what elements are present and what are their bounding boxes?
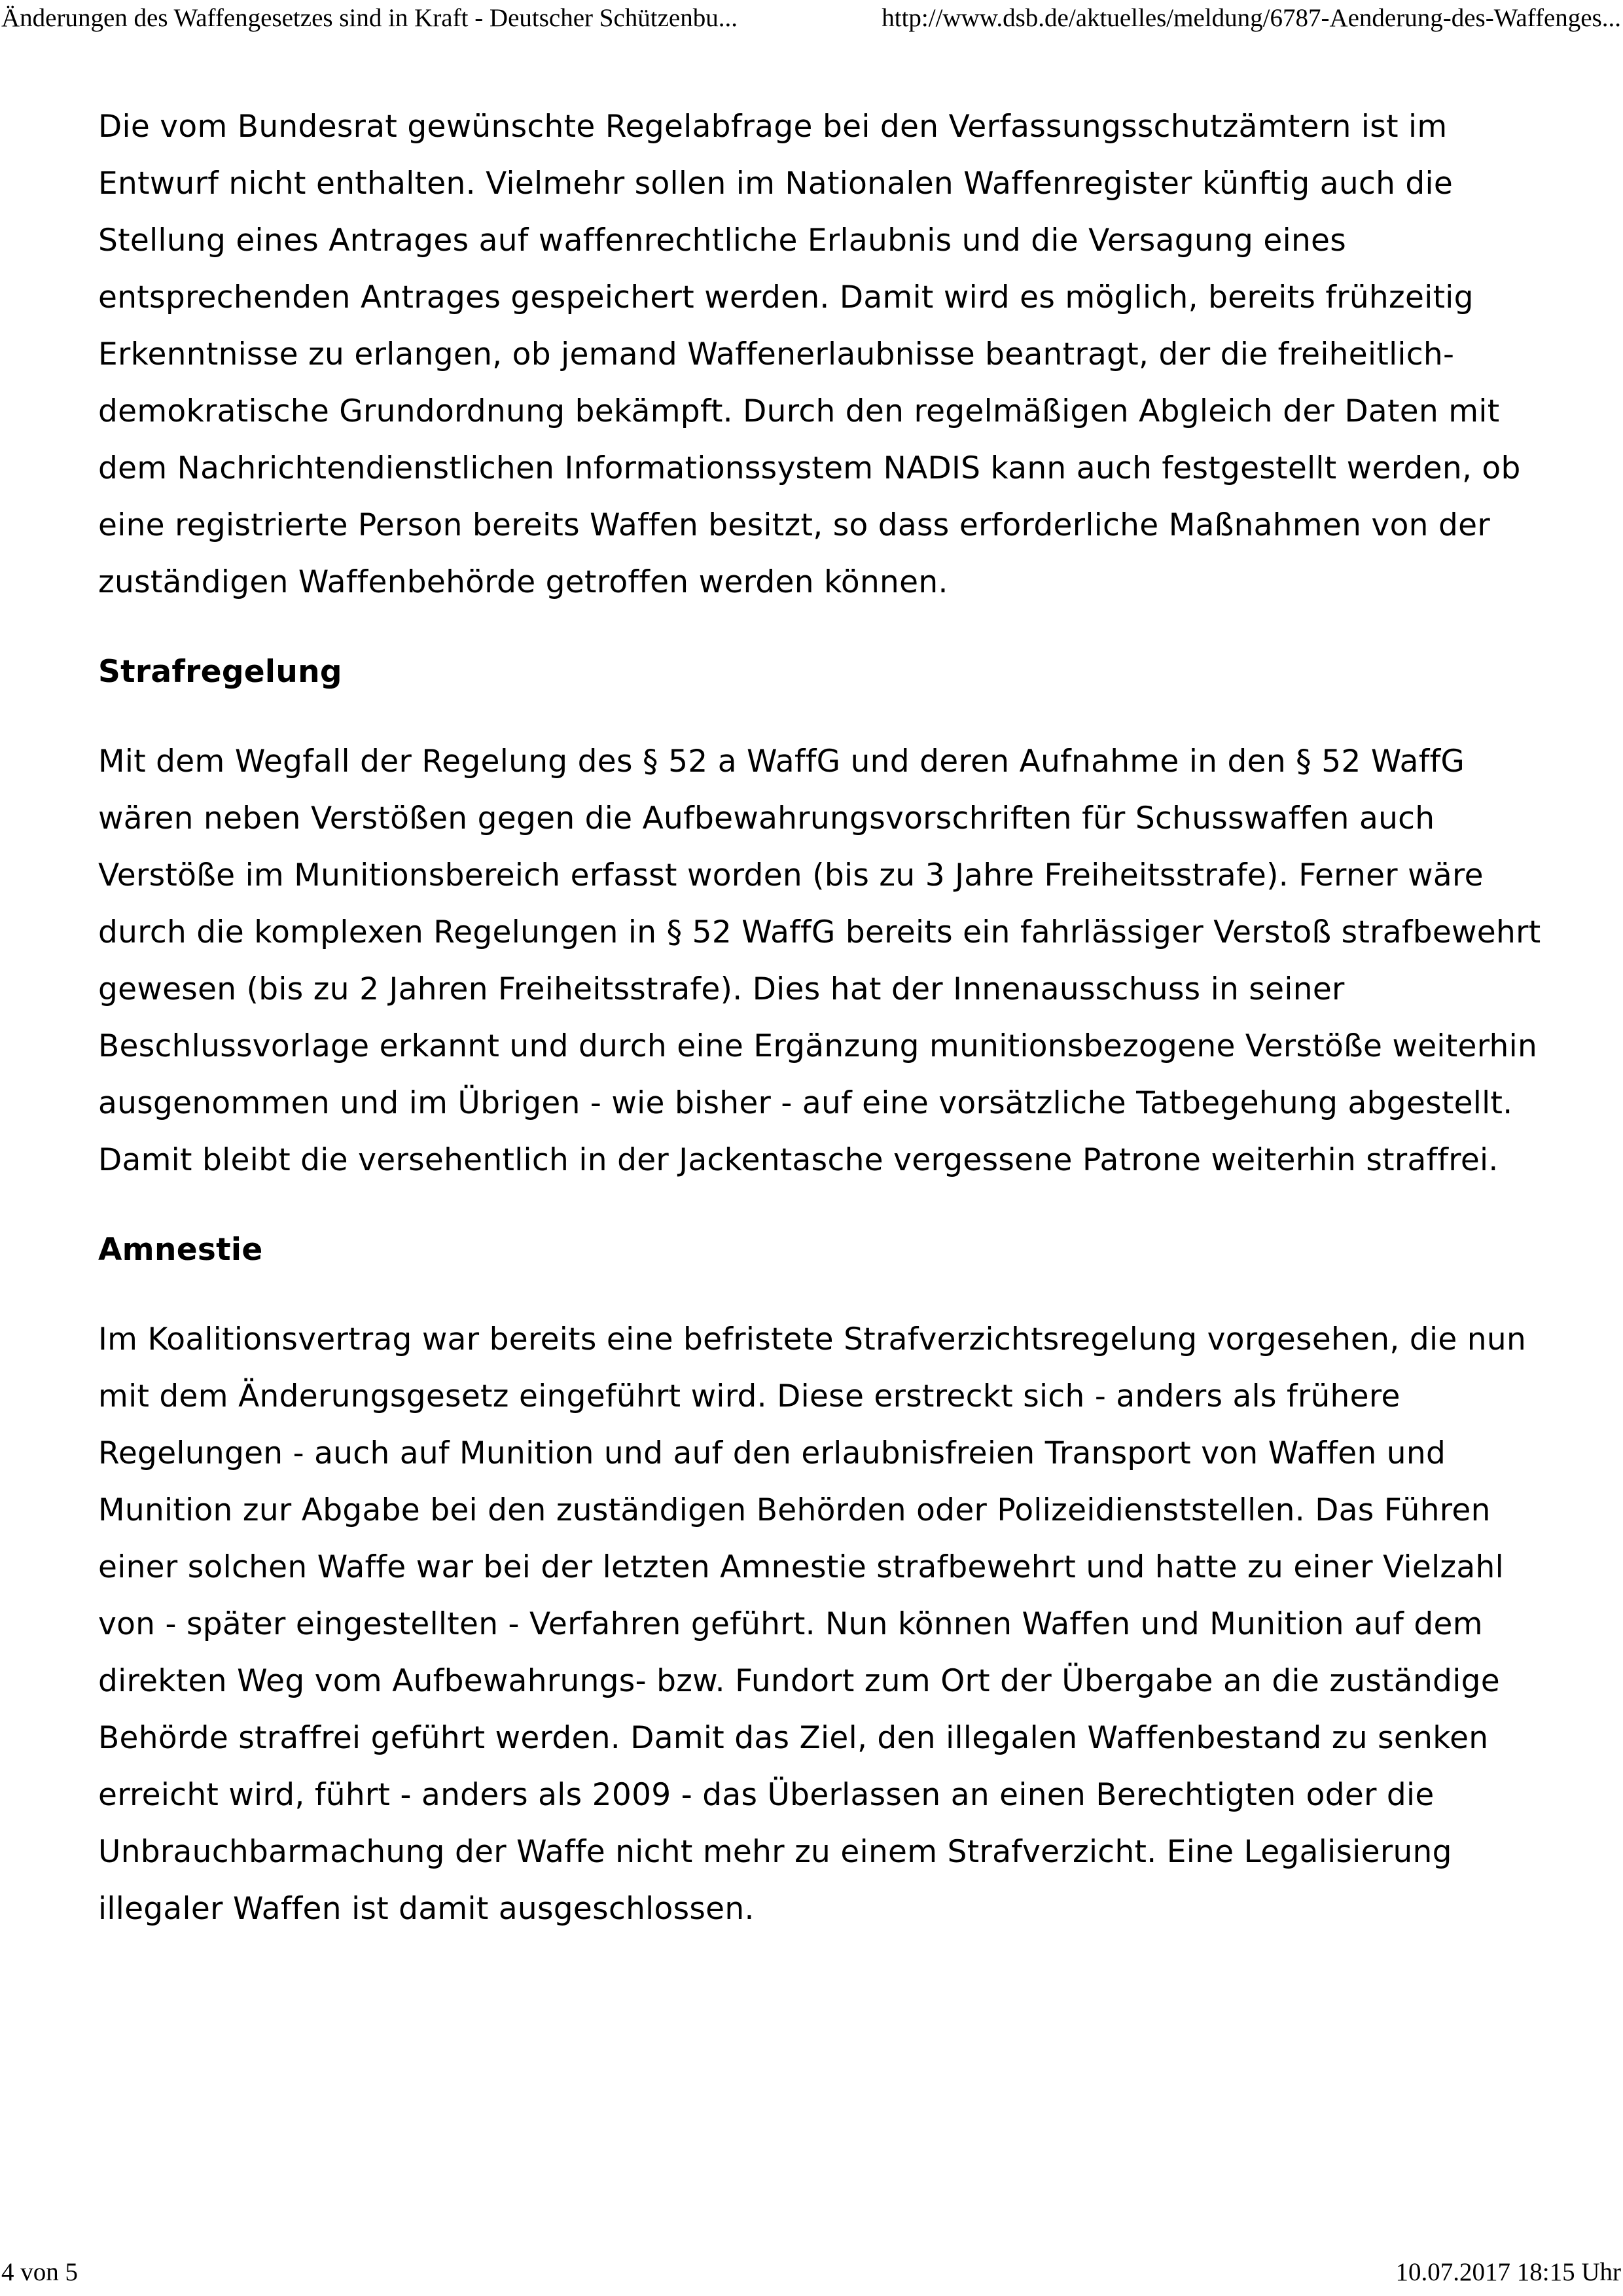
section-heading-amnestie: Amnestie bbox=[98, 1232, 263, 1268]
print-header-title: Änderungen des Waffengesetzes sind in Kraft - Deutscher Schützenbu... bbox=[1, 4, 738, 32]
intro-paragraph: Die vom Bundesrat gewünschte Regelabfrage bei den Verfassungsschutzämtern ist im Entwurf nicht enthalten. Vielmehr sollen im Nationalen Waffenregister künftig auch die Stellung eines Antrages auf waffenrechtliche Erlaubnis und die Versagung eines entsprechenden Antrages gespeichert werden. Damit wird es möglich, bereits frühzeitig Erkenntnisse zu erlangen, ob jemand Waffenerlaubnisse beantragt, der die freiheitlich-demokratische Grundordnung bekämpft. Durch den regelmäßigen Abgleich der Daten mit dem Nachrichtendienstlichen Informationssystem NADIS kann auch festgestellt werden, ob eine registrierte Person bereits Waffen besitzt, so dass erforderliche Maßnahmen von der zuständigen Waffenbehörde getroffen werden können. bbox=[98, 109, 1521, 600]
section-heading-strafregelung: Strafregelung bbox=[98, 654, 342, 690]
section-paragraph-amnestie: Im Koalitionsvertrag war bereits eine befristete Strafverzichtsregelung vorgesehen, die nun mit dem Änderungsgesetz eingeführt wird. Diese erstreckt sich - anders als frühere Regelungen - auch auf Munition und auf den erlaubnisfreien Transport von Waffen und Munition zur Abgabe bei den zuständigen Behörden oder Polizeidienststellen. Das Führen einer solchen Waffe war bei der letzten Amnestie strafbewehrt und hatte zu einer Vielzahl von - später eingestellten - Verfahren geführt. Nun können Waffen und Munition auf dem direkten Weg vom Aufbewahrungs- bzw. Fundort zum Ort der Übergabe an die zuständige Behörde straffrei geführt werden. Damit das Ziel, den illegalen Waffenbestand zu senken erreicht wird, führt - anders als 2009 - das Überlassen an einen Berechtigten oder die Unbrauchbarmachung der Waffe nicht mehr zu einem Strafverzicht. Eine Legalisierung illegaler Waffen ist damit ausgeschlossen. bbox=[98, 1321, 1527, 1927]
section-paragraph-strafregelung: Mit dem Wegfall der Regelung des § 52 a WaffG und deren Aufnahme in den § 52 WaffG wären neben Verstößen gegen die Aufbewahrungsvorschriften für Schusswaffen auch Verstöße im Munitionsbereich erfasst worden (bis zu 3 Jahre Freiheitsstrafe). Ferner wäre durch die komplexen Regelungen in § 52 WaffG bereits ein fahrlässiger Verstoß strafbewehrt gewesen (bis zu 2 Jahren Freiheitsstrafe). Dies hat der Innenausschuss in seiner Beschlussvorlage erkannt und durch eine Ergänzung munitionsbezogene Verstöße weiterhin ausgenommen und im Übrigen - wie bisher - auf eine vorsätzliche Tatbegehung abgestellt. Damit bleibt die versehentlich in der Jackentasche vergessene Patrone weiterhin straffrei. bbox=[98, 744, 1541, 1178]
print-header-url: http://www.dsb.de/aktuelles/meldung/6787-Aenderung-des-Waffenges... bbox=[882, 4, 1621, 32]
print-footer-page-number: 4 von 5 bbox=[1, 2258, 78, 2286]
article-body bbox=[98, 98, 1544, 1937]
print-footer-timestamp: 10.07.2017 18:15 Uhr bbox=[1395, 2258, 1621, 2286]
